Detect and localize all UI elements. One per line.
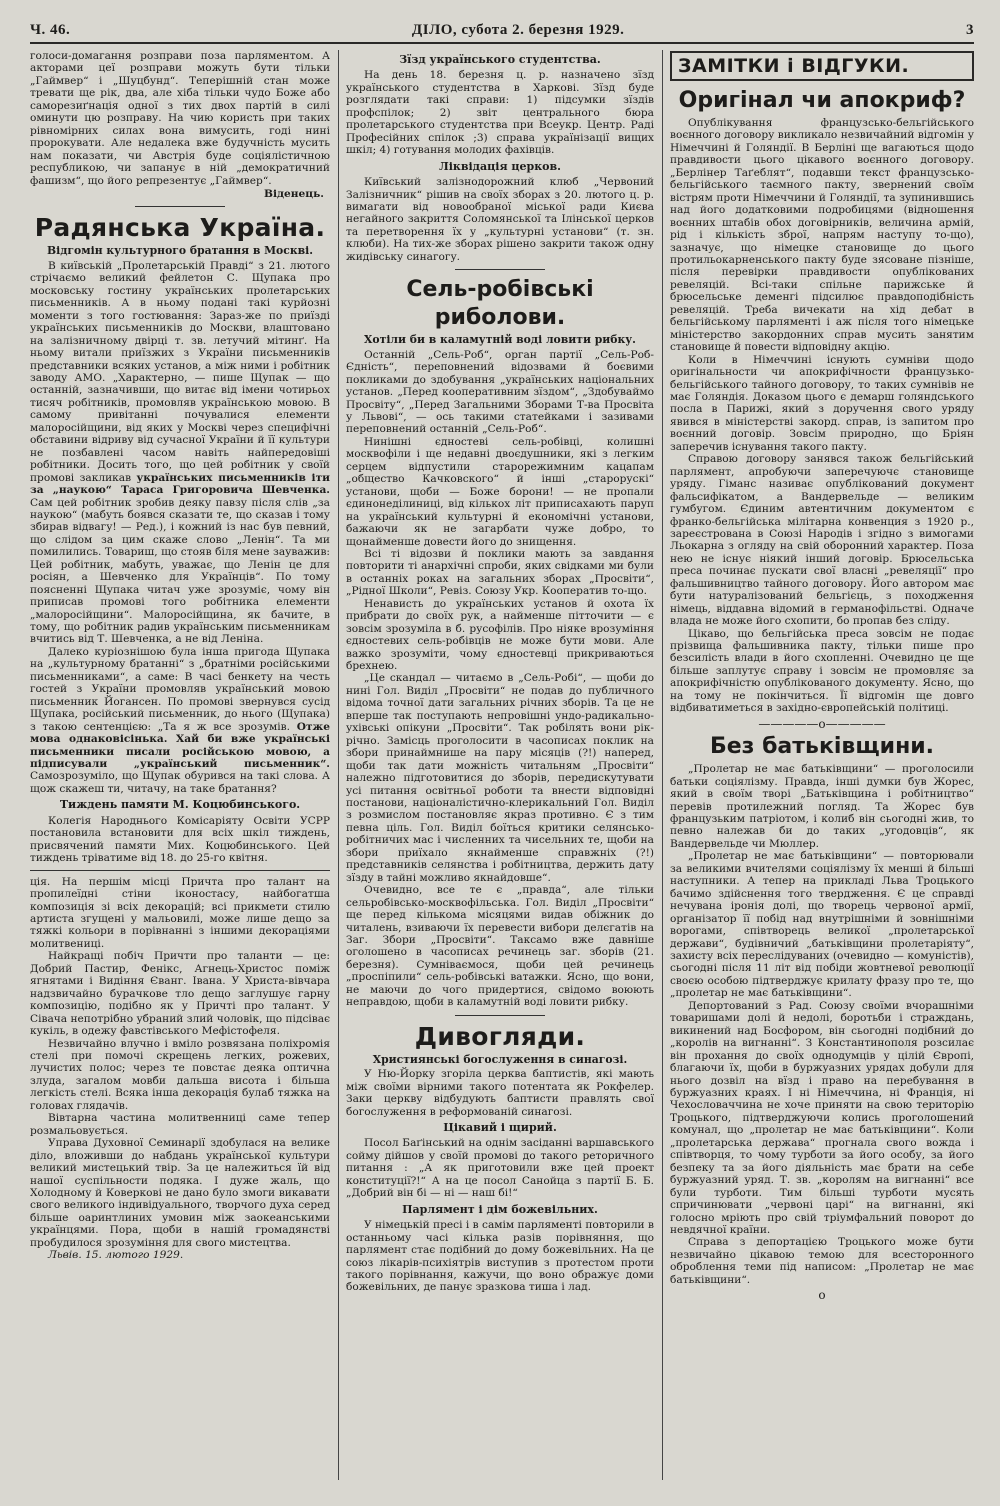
article-heading: Цікавий і щирий. (443, 1120, 557, 1134)
paragraph: Найкращі побіч Причти про таланти — це: Добрий Пастир, Фенікс, Агнець-Христос поміж ягнятами і Видіння Єванг. Івана. У Христа-вівчара надзвичайно бурачкове тло дещо заглушує гарну композицію, подібно як у Причті про талант. У Сівача непотрібно убраний злий чоловік, що підсіває кукіль, в одежу фавстівського Мефістофеля. (30, 950, 330, 1038)
column-2 (346, 50, 654, 1294)
separator (455, 1015, 545, 1016)
article-heading: Тиждень памяти М. Коцюбинського. (59, 798, 301, 812)
paragraph: У Ню-Йорку згоріла церква баптистів, які мають між своїми вірними такого потентата як Рокфелер. Заки церкву відбудують баптисти правлять свої богослуження в реформованій синагозі. (346, 1068, 654, 1118)
section-heading: Оригінал чи апокриф? (678, 88, 966, 113)
article-heading: Парлямент і дім божевільних. (402, 1202, 598, 1216)
paragraph: На день 18. березня ц. р. назначено зїзд українського студентства в Харкові. Зїзд буде розглядати такі справи: 1) підсумки зїздів профспілок; 2) звіт центрального бюра пролетарського студентства при Всеукр. Центр. Раді Професійних спілок ;3) справа українізації вищих шкіл; 4) готування молодих фахівців. (346, 69, 654, 157)
column-divider (662, 50, 663, 1480)
ornament-separator: о (818, 1288, 826, 1303)
section-heading: Радянська Україна. (34, 213, 326, 243)
paragraph: Київський залізнодорожний клюб „Червоний Залізничник“ рішив на своїх зборах з 20. лютого ц. р. вимагати від новообраної міської ради Києва негайного закриття Соломянської та Ілінської церков та перетворення їх у „культурні установи“ (т. зн. клюби). На тих-же зборах рішено закрити також одну жидівську синагогу. (346, 176, 654, 263)
paragraph: Всі ті відозви й поклики мають за завдання повторити ті анархічні спроби, яких свідками ми були в останніх роках на загальних зборах „Просвіти“, „Рідної Школи“, Ревіз. Союзу Укр. Кооператив то-що. (346, 547, 654, 598)
article-heading: Зїзд українського студентства. (399, 53, 601, 66)
paragraph: Очевидно, все те є „правда“, але тільки сельробівсько-москвофільська. Гол. Виділ „Просвіти“ ще перед кількома місяцями видав обіжник до читалень, взиваючи їх перевести вибори делєгатів на Заг. Збори „Просвіти“. Таксамо вже давніше оголошено в часописах речинець заг. зборів (21. березня). Сумніваємося, щоби цей речинець „проспіпили“ сель-робівські ватажки. Ясно, що вони, не маючи до чого придертися, свідомо воюють неправдою, щоби в каламутній воді ловити рибку. (346, 884, 654, 1009)
paragraph: Вівтарна частина молитвенниці саме тепер розмальовується. (30, 1112, 330, 1137)
paragraph: Колегія Народнього Комісаріяту Освіти УСРР постановила встановити для всіх шкіл тиждень, присвячений памяти Мих. Коцюбинського. Цей тиждень тріватиме від 18. до 25-го квітня. (30, 814, 330, 865)
paragraph: Ненависть до українських установ й охота їх прибрати до своїх рук, а найменше пітточити — є зовсім зрозуміла в б. русофілів. Про ніяке врозуміння єдностевих сель-робівців не може бути мови. Але важко зрозуміти, чому єдностевці прикриваються брехнею. (346, 597, 654, 673)
separator (455, 269, 545, 270)
dateline: Львів. 15. лютого 1929. (48, 1249, 184, 1262)
paragraph: В київській „Пролетарській Правді“ з 21. лютого стрічаємо великий фейлетон С. Щупака про московську гостину українських пролетарських письменників. А в ньому подані такі курйозні моменти з того гостювання: Зараз-же по приїзді українських письменників до Москви, влаштовано на залізничному двірці т. зв. летучий мітинґ. На ньому витали приїзжих з України письменників представники всяких установ, а між ними і робітник заводу АМО. „Характерно, — пише Щупак — що останній, зазначивши, що витає від імени чотирьох тисяч робітників, промовляв українською мовою. В самому привітанні почувалися елементи малоросійщини, від яких у Москві через специфічні обставини відриву від сучасної України й її культури не позбавлені часом навіть найпередовіші робітники. Досить того, що цей робітник у своїй промові закликав українських письменників іти за „наукою“ Тараса Григоровича Шевченка. Сам цей робітник зробив деяку павзу після слів „за наукою“ (мабуть боявся сказати те, що сказав і тому збирав відвагу! — Ред.), і кожний із нас був певний, що слідом за цим скаже слово „Ленін“. Та ми помилились. Товариш, що стояв біля мене зауважив: Цей робітник, мабуть, уважає, що Ленін це для росіян, а Шевченко для Українців“. По тому поясненні Щупака читач уже зрозуміє, чому він приписав промові того робітника елементи „малоросійщини“. Малоросійщина, як бачите, в тому, що робітник радив українським письменникам вчитись від Т. Шевченка, а не від Леніна. (30, 259, 330, 646)
paragraph: „Це скандал — читаємо в „Сель-Робі“, — щоби до нині Гол. Виділ „Просвіти“ не подав до публичного відома точної дати загальних річних зборів. Та це не вперше так поступають непровішні ундо-радикально-ухівські опікуни „Просвіти“. Так робілять вони рік-річно. Замісць проголосити в часописах поклик на збори принаймнише на пару місяців (?!) наперед, щоби так дати можність читальням „Просвіти“ належно підготовитися до зборів, передискутувати усі питання освітньої роботи та внести відповідні постанови, націоналістично-клерикальний Гол. Виділ з розмислом постановляє якраз противно. Є з тим певна ціль. Гол. Виділ боїться критики селянсько-робітничих мас і численних та чисельних те, щоби на збори приїхало якнайменше справжніх (?!) представників селянства і робітництва, держить дату зїзду в тайні можливо якнайдовше“. (346, 672, 654, 884)
paragraph: Справою договору занявся також бельгійський парлямент, апробуючи заперечуючє становище уряду. Гіманс називає опублікований документ фальсифікатом, а Вандервельде — великим гумбугом. Єдиним автентичним документом є франко-бельгійська мілітарна конвенция з 1920 р., зареєстрована в Союзі Народів і згідно з вимогами Льокарна з огляду на свій оборонний характер. Поза нею не існує ніякий інший договір. Брюсельська преса починає пускати свої власні „ревеляції“ про фальшивництво тайного договору. Його автором має бути натуралізований бельгієць, з походження німець, віддавна відомий в германофільстві. Одначе влада не може його схопити, бо пропав без сліду. (670, 453, 974, 628)
page-number: 3 (966, 22, 974, 38)
article-heading: Ліквідація церков. (439, 159, 561, 173)
columns (30, 44, 974, 1494)
paragraph: Останній „Сель-Роб“, орган партії „Сель-Роб-Єдність“, переповнений відозвами й боєвими покликами до здобування „українських національних установ. „Перед кооперативним зїздом“, „Здобуваймо Просвіту“, „Перед Загальними Зборами Т-ва Просвіта у Львові“, — ось такими статейками і зазивами переповнений останній „Сель-Роб“. (346, 348, 654, 436)
paragraph: Цікаво, що бельгійська преса зовсім не подає прізвища фальшивника пакту, тільки пише про безсилість влади в його схопленні. Очевидно це ще більше заплутує справу і зовсім не промовляє за апокрифічністю опублікованого документу. Ясно, що на тому не покінчиться. Її відгомін ще довго відбиватиметься в західно-європейській політиці. (670, 627, 974, 715)
paragraph: Депортований з Рад. Союзу своїми вчорашніми товаришами долі й недолі, боротьби і страждань, викинений над Босфором, він сьогодні подібний до „королів на вигнанні“. З Константинополя розсилає він прохання до своїх однодумців у цілій Європі, благаючи їх, щоби в буржуазних урядах добули для нього дозвіл на вїзд і право на перебування в буржуазних краях. І ні Німеччина, ні Франція, ні Чехословаччина не хоче приняти на свою територію Троцького, підтверджуючи колись проголошений комунал, що „пролетар не має батьківщини“. Коли „пролетарська держава“ прогнала свого вожда і співтворця, то чому турботи за його особу, за його безпеку та за його діяльність має брати на себе буржуазний уряд. Т. зв. „королям на вигнанні“ все були турботи. Тим більші турботи мусять спричинювати „червоні царі“ на вигнанні, які голосно мріють про свій тріумфальний поворот до невдячної країни. (670, 999, 974, 1236)
paragraph: Незвичайно влучно і вміло розвязана поліхромія стелі при помочі скрещень легких, рожевих, лучистих полос; через те повстає деяка оптична злуда, загалом мовби дальша висота і більша легкість стелі. Всяка інша декорація булаб тяжка на головах глядачів. (30, 1037, 330, 1112)
paragraph: Нинішні єдностеві сель-робівці, колишні москвофіли і ще недавні двоєдушники, які з легким серцем відпустили старорежимним кацапам „общество Качковского“ й інші „старорускі“ установи, щоби — Боже борони! — не пропали єдинонеділиниці, від кількох літ приписахають паруп на український культурні й економічні установи, бажаючи як не загарбати чуже добро, то щонайменше довести його до знищення. (346, 435, 654, 548)
paragraph: Посол Баґінський на однім засіданні варшавського сойму дійшов у своїй промові до такого реторичного питання : „А як приготовили вже цей проект конституції?!“ А на це посол Санойца з партії Б. Б. „Добрий він бі — ні — наш бі!“ (346, 1137, 654, 1200)
article-continuation: голоси-домагання розправи поза парляментом. А акторами цеї розправи можуть бути тільки „Гаймвер“ і „Шуцбунд“. Теперішній стан може тревати ще рік, два, але хіба тільки чудо Боже або саморезиґнація одної з тих двох партій в силі оминути цю розправу. На чию користь при таких рівномірних силах вона вимусить, годі нині пророкувати. Але недалека вже будучність мусить нам показати, чи Австрія буде соціялістичною республикою, чи запанує в ній „демократичний фашизм“, що його репрезентує „Гаймвер“. (30, 50, 330, 187)
paragraph: Управа Духовної Семинарії здобулася на велике діло, вложивши до набдань української культури великий мистецький твір. За це належиться їй від нашої суспільности подяка. І дуже жаль, що Холодному й Коверкові не дано було змоги викавати свого великого індивідуального, творчого духа серед більше оаринтлиних умовин між заокеанськими українцями. Пора, щоби в нашій громадянстві пробудилося зрозуміння для свого мистецтва. (30, 1137, 330, 1249)
issue-number: Ч. 46. (30, 22, 71, 38)
paragraph: „Пролетар не має батьківщини“ — проголосили батьки соціялізму. Правда, інші думки був Жорес, який в своїм творі „Батьківщина і робітництво“ перевів протилежний погляд. Та Жорес був французьким патріотом, і колиб він сьогодні жив, то певно належав би до таких „угодовців“, як Вандервельде чи Мюллер. (670, 763, 974, 850)
article-subheading: Хотіли би в каламутній воді ловити рибку. (364, 333, 636, 347)
paragraph: Справа з депортацією Троцького може бути незвичайно цікавою темою для всесторонного оброблення теми під написом: „Пролетар не має батьківщини“. (670, 1236, 974, 1286)
section-heading: Без батьківщини. (709, 734, 935, 760)
separator (30, 870, 330, 871)
ornament-separator: —————о————— (758, 716, 886, 731)
column-divider (338, 50, 339, 1480)
paragraph: Коли в Німеччині існують сумніви щодо оригінальности чи апокрифічности французько-бельгійського тайного договору, то таких сумнівів не має Голяндія. Доказом цього є демарш голяндського посла в Парижі, який з доручення свого уряду явився в міністерстві закорд. справ, із запитом про воєнний договір. Зовсім природно, що Бріян заперечив існування такого пакту. (670, 353, 974, 453)
section-title-box: ЗАМІТКИ і ВІДГУКИ. (670, 51, 974, 81)
paragraph: У німецькій пресі і в самім парляменті повторили в останньому часі кілька разів порівняння, що парлямент стає подібний до дому божевільних. На це союз лікарів-психіятрів виступив з протестом проти такого порівнання, кажучи, що воно ображує доми божевільних, де панує зразкова тиша і лад. (346, 1219, 654, 1294)
article-subheading: Християнські богослуження в синагозі. (372, 1052, 628, 1066)
paragraph: ція. На першім місці Причта про талант на пропилеїдні стіни іконостасу, найбогатша композиція зі всіх декорацій; всі прикмети стилю артиста згущені у мальовилі, може лише дещо за тяжкі кольори в порівнанні з іншими декораціями молитвениці. (30, 875, 330, 950)
masthead (30, 22, 974, 44)
paragraph: Опублікування французсько-бельгійського воєнного договору викликало незвичайний відгомін у Німеччині й Голяндії. В Берліні ще вагаються щодо правдивости цього цікавого воєнного договору. „Берлінер Таґеблят“, подавши текст французсько-бельгійського таємного пакту, звернений своїм вістрям проти Німеччини й Голяндії, та зупинившись над його додатковими подробицями (відношення воєнних штабів обох договірників, величина армій, рід і кількість зброї, напрям наступу то-що), зазначує, що німецке становище до цього протильокарненського пакту буде зясоване пізніше, після перевірки правдивости опублікованих ревеляцій. Всі-таки спільне парижське й брюсельське деменгі підсилює правдоподібність ревеляцій. Треба вичекати на хід дебат в бельгійському парляменті і аж після того німецьке міністерство закордонних справ мусить занятим становище й повести відповідну акцію. (670, 117, 974, 354)
separator (135, 206, 225, 207)
author-signature: Віденець. (264, 187, 324, 200)
newspaper-title-date: ДІЛО, субота 2. березня 1929. (411, 22, 625, 38)
paragraph: „Пролетар не має батьківщини“ — повторювали за великими вчителями соціялізму їх менші й більші наступники. А тепер на прикладі Льва Троцького бачимо здійснення того твердження. Є це справді нечувана іронія долі, що творець червоної армії, організатор її побід над внутрішніми й зовнішніми ворогами, співтворець великої „пролетарської держави“, будівничий „батьківщини пролетаріяту“, захисту всіх переслідуваних (очевидно — комуністів), сьогодні після 11 літ від побіди жовтневої революції своєю особою підтверджує крилату фразу про те, що „пролетар не має батьківщини“. (670, 850, 974, 1000)
section-heading: Дивогляди. (414, 1021, 586, 1051)
section-heading: Сель-робівські риболови. (406, 277, 594, 331)
column-3 (670, 50, 974, 1305)
column-1 (30, 50, 330, 1262)
article-subheading: Відгомін культурного братання в Москві. (47, 244, 313, 258)
paragraph: Далеко куріознішою була інша пригода Щупака на „культурному братанні“ з „братніми російськими письменниками“, а саме: В часі бенкету на честь гостей з України промовляв український мовою письменник Йогансен. По промові звернувся сусід Щупака, російський письменник, до нього (Щупака) з такою сентенцією: „Та я ж все зрозумів. Отже мова однаковісінька. Хай би вже українські письменники писали російською мовою, а підписували „український письменник“. Самозрозуміло, що Щупак обурився на такі слова. А щож скажеш ти, читачу, на таке братання? (30, 645, 330, 795)
